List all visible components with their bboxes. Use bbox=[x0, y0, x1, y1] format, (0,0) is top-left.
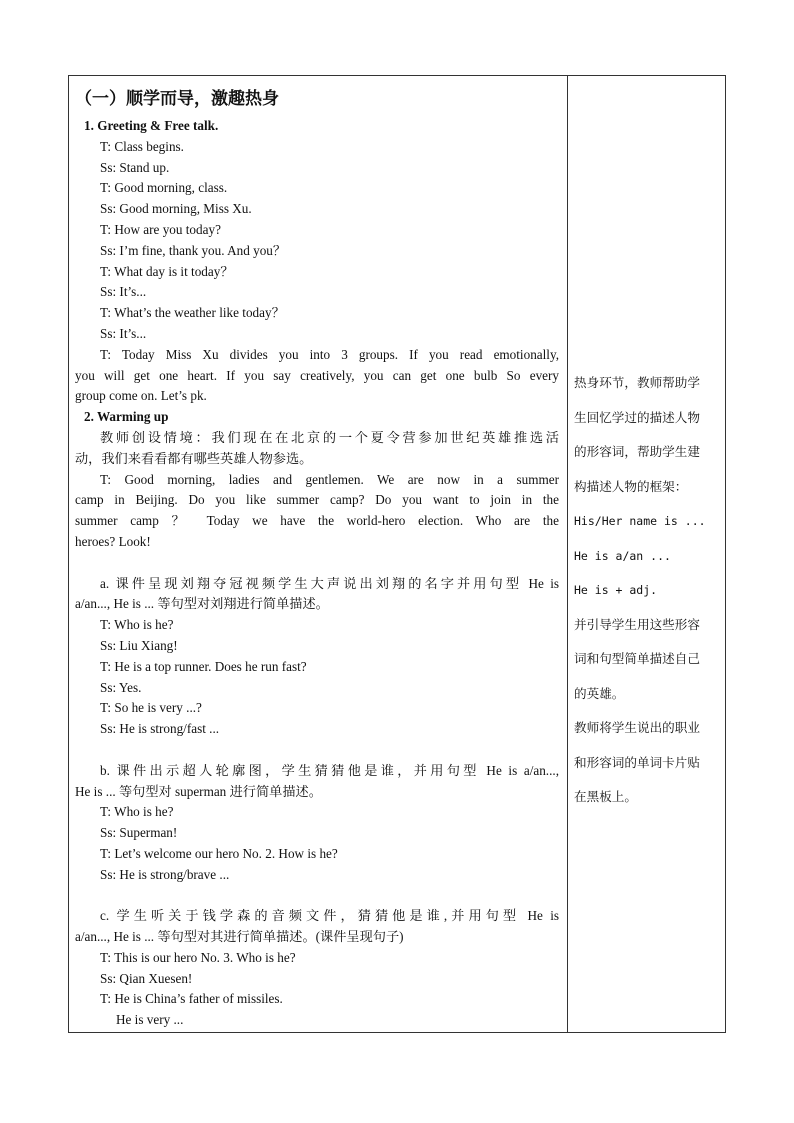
dialog-line: T: Who is he? bbox=[100, 804, 174, 820]
activity-b-line: b. 课件出示超人轮廓图，学生猜猜他是谁，并用句型 He is a/an..., bbox=[100, 762, 559, 778]
paragraph-line: you will get one heart. If you say creatively, you can get one bulb So every bbox=[75, 367, 559, 383]
note-line: 的形容词，帮助学生建 bbox=[574, 445, 700, 459]
dialog-line: Ss: Superman! bbox=[100, 825, 178, 841]
paragraph-line: camp in Beijing. Do you like summer camp? Do you want to join in the bbox=[75, 492, 559, 508]
dialog-line: Ss: It’s... bbox=[100, 325, 147, 341]
paragraph-line: heroes? Look! bbox=[75, 533, 151, 549]
sentence-pattern: He is a/an ... bbox=[574, 548, 671, 563]
dialog-line: T: Good morning, class. bbox=[100, 180, 228, 196]
note-line: 的英雄。 bbox=[574, 686, 625, 701]
dialog-line: T: So he is very ...? bbox=[100, 700, 202, 716]
dialog-line: He is very ... bbox=[116, 1012, 184, 1028]
intro-line: 教师创设情境：我们现在在北京的一个夏令营参加世纪英雄推选活 bbox=[100, 429, 559, 445]
sentence-pattern: His/Her name is ... bbox=[574, 514, 706, 528]
note-line: 构描述人物的框架： bbox=[574, 479, 688, 494]
notes-cell bbox=[574, 366, 720, 815]
dialog-line: Ss: It’s... bbox=[100, 284, 147, 300]
paragraph-line: group come on. Let’s pk. bbox=[75, 388, 207, 404]
activity-b-line: He is ... 等句型对 superman 进行简单描述。 bbox=[75, 783, 322, 799]
warming-up-heading: 2. Warming up bbox=[84, 409, 169, 425]
activity-c-line: a/an..., He is ... 等句型对其进行简单描述。(课件呈现句子) bbox=[75, 929, 404, 945]
note-line: 教师将学生说出的职业 bbox=[574, 721, 700, 735]
section-title: （一）顺学而导，激趣热身 bbox=[75, 89, 279, 108]
dialog-line: T: Class begins. bbox=[100, 138, 184, 154]
note-line: 并引导学生用这些形容 bbox=[574, 617, 700, 632]
paragraph-line: T: Good morning, ladies and gentlemen. We are now in a summer bbox=[100, 471, 559, 487]
dialog-line: Ss: He is strong/brave ... bbox=[100, 866, 230, 882]
dialog-line: T: How are you today? bbox=[100, 221, 221, 237]
dialog-line: T: He is China’s father of missiles. bbox=[100, 991, 283, 1007]
dialog-line: Ss: Qian Xuesen! bbox=[100, 970, 193, 986]
note-line: 和形容词的单词卡片贴 bbox=[574, 755, 700, 770]
dialog-line: Ss: I’m fine, thank you. And you？ bbox=[100, 242, 287, 258]
greeting-heading: 1. Greeting & Free talk. bbox=[84, 118, 219, 133]
activity-a-line: a. 课件呈现刘翔夺冠视频学生大声说出刘翔的名字并用句型 He is bbox=[100, 575, 559, 591]
activity-c-line: c. 学生听关于钱学森的音频文件，猜猜他是谁,并用句型 He is bbox=[100, 908, 559, 924]
dialog-line: T: This is our hero No. 3. Who is he? bbox=[100, 949, 296, 965]
dialog-line: Ss: He is strong/fast ... bbox=[100, 721, 220, 737]
dialog-line: T: What day is it today？ bbox=[100, 263, 234, 279]
note-line: 生回忆学过的描述人物 bbox=[574, 410, 700, 425]
sentence-pattern: He is + adj. bbox=[574, 583, 658, 597]
paragraph-line: T: Today Miss Xu divides you into 3 groups. If you read emotionally, bbox=[100, 346, 559, 362]
dialog-line: Ss: Yes. bbox=[100, 679, 142, 695]
activity-a-line: a/an..., He is ... 等句型对刘翔进行简单描述。 bbox=[75, 596, 329, 612]
note-line: 在黑板上。 bbox=[574, 790, 637, 804]
dialog-line: Ss: Good morning, Miss Xu. bbox=[100, 201, 252, 217]
paragraph-line: summer camp ？ Today we have the world-hero election. Who are the bbox=[75, 513, 559, 529]
note-line: 热身环节，教师帮助学 bbox=[574, 376, 700, 390]
dialog-line: T: Let’s welcome our hero No. 2. How is he? bbox=[100, 845, 338, 861]
dialog-line: Ss: Liu Xiang! bbox=[100, 637, 178, 653]
dialog-line: T: Who is he? bbox=[100, 617, 174, 633]
column-divider bbox=[567, 75, 568, 1033]
note-line: 词和句型简单描述自己 bbox=[574, 652, 700, 666]
main-cell bbox=[75, 86, 559, 1031]
dialog-line: T: What’s the weather like today？ bbox=[100, 305, 285, 321]
intro-line: 动，我们来看看都有哪些英雄人物参选。 bbox=[75, 450, 313, 466]
dialog-line: T: He is a top runner. Does he run fast? bbox=[100, 658, 307, 674]
dialog-line: Ss: Stand up. bbox=[100, 159, 170, 175]
